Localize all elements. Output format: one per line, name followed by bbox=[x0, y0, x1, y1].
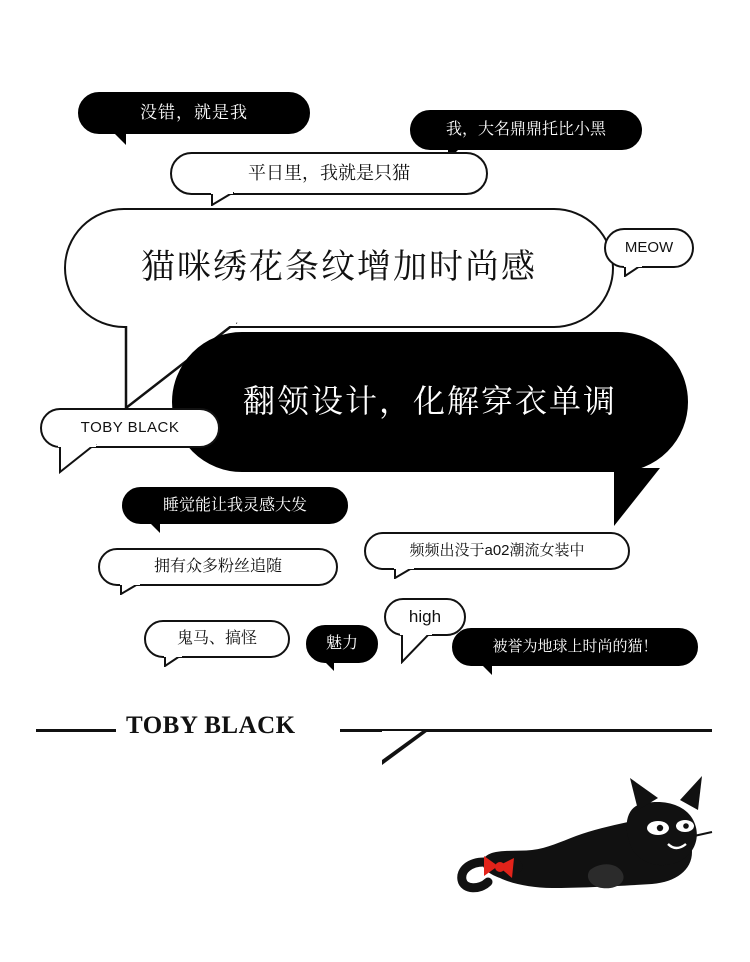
bubble-high-label: high bbox=[408, 606, 442, 626]
bubble-tail-icon bbox=[322, 659, 334, 671]
bubble-famous-label: 被誉为地球上时尚的猫！ bbox=[492, 637, 658, 655]
bubble-name bbox=[410, 110, 642, 150]
bubble-tail-icon bbox=[110, 129, 126, 145]
brand-notch-inner-icon bbox=[382, 731, 422, 760]
bubble-tail-icon bbox=[478, 661, 492, 675]
bubble-name-label: 我，大名鼎鼎托比小黑 bbox=[445, 121, 606, 139]
bubble-quirky bbox=[144, 620, 290, 658]
brand-name: TOBY BLACK bbox=[126, 712, 296, 739]
bubble-sleep-label: 睡觉能让我灵感大发 bbox=[162, 496, 307, 514]
bubble-headline bbox=[64, 208, 614, 328]
bubble-daily bbox=[170, 152, 488, 195]
bubble-daily-label: 平日里，我就是只猫 bbox=[248, 162, 410, 183]
bubble-fans-label: 拥有众多粉丝追随 bbox=[153, 558, 282, 576]
bubble-charm-label: 魅力 bbox=[325, 635, 358, 653]
bubble-tail-icon bbox=[58, 444, 98, 474]
brand-row bbox=[0, 700, 750, 760]
bubble-frequent bbox=[364, 532, 630, 570]
bubble-famous bbox=[452, 628, 698, 666]
bubble-meow-label: MEOW bbox=[624, 238, 674, 256]
bubble-charm bbox=[306, 625, 378, 663]
brand-rule-left bbox=[36, 729, 116, 732]
bubble-tail-icon bbox=[624, 265, 642, 277]
bubble-tail-icon bbox=[146, 519, 160, 533]
bubble-tail-icon bbox=[120, 583, 140, 595]
bubble-frequent-label: 频频出没于a02潮流女装中 bbox=[409, 541, 585, 559]
bubble-yes-label: 没错，就是我 bbox=[140, 102, 248, 122]
bubble-meow bbox=[604, 228, 694, 268]
bubble-collar bbox=[172, 332, 688, 472]
bubble-tail-icon bbox=[400, 632, 434, 664]
bubble-high bbox=[384, 598, 466, 636]
bubble-yes bbox=[78, 92, 310, 134]
bubble-tail-icon bbox=[210, 192, 234, 206]
bubble-tail-icon bbox=[614, 468, 660, 526]
bubble-fans bbox=[98, 548, 338, 586]
bubble-toby-black-label: TOBY BLACK bbox=[80, 418, 180, 436]
bubble-sleep bbox=[122, 487, 348, 524]
bubble-quirky-label: 鬼马、搞怪 bbox=[176, 630, 257, 648]
reclining-black-cat-icon bbox=[440, 770, 730, 910]
bubble-tail-icon bbox=[394, 567, 414, 579]
bubble-toby-black bbox=[40, 408, 220, 448]
cat-illustration bbox=[440, 770, 730, 910]
bubble-tail-icon bbox=[164, 655, 182, 667]
bubble-headline-label: 猫咪绣花条纹增加时尚感 bbox=[141, 248, 537, 287]
bubble-collar-label: 翻领设计，化解穿衣单调 bbox=[242, 383, 617, 420]
